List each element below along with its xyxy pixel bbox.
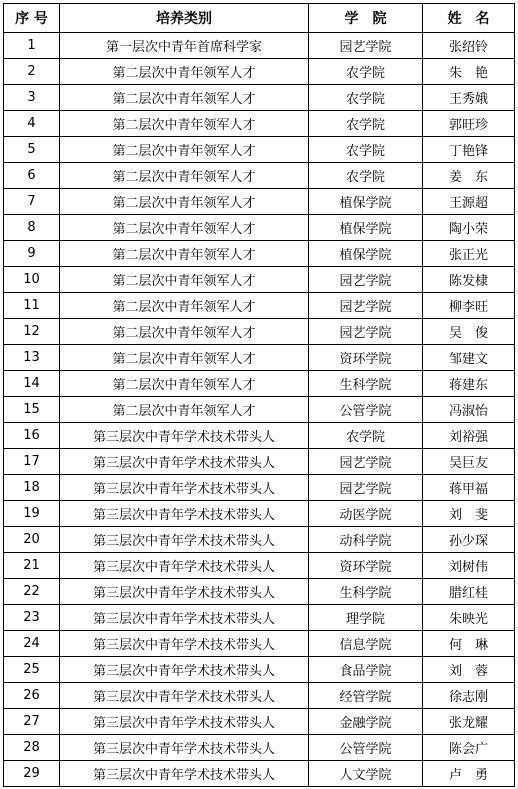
cell-college: 植保学院: [309, 241, 423, 267]
cell-name: 朱映光: [423, 605, 515, 631]
cell-index: 28: [4, 735, 60, 761]
cell-college: 农学院: [309, 137, 423, 163]
cell-category: 第二层次中青年领军人才: [60, 137, 309, 163]
cell-index: 26: [4, 683, 60, 709]
cell-college: 农学院: [309, 85, 423, 111]
cell-college: 资环学院: [309, 345, 423, 371]
table-row: [4, 527, 515, 553]
cell-category: 第一层次中青年首席科学家: [60, 33, 309, 59]
table-row: [4, 631, 515, 657]
cell-index: 17: [4, 449, 60, 475]
cell-index: 18: [4, 475, 60, 501]
cell-name: 吴 俊: [423, 319, 515, 345]
cell-category: 第三层次中青年学术技术带头人: [60, 449, 309, 475]
cell-category: 第三层次中青年学术技术带头人: [60, 527, 309, 553]
cell-category: 第三层次中青年学术技术带头人: [60, 423, 309, 449]
cell-college: 园艺学院: [309, 33, 423, 59]
cell-name: 郭旺珍: [423, 111, 515, 137]
cell-college: 园艺学院: [309, 319, 423, 345]
cell-category: 第三层次中青年学术技术带头人: [60, 761, 309, 787]
cell-category: 第二层次中青年领军人才: [60, 163, 309, 189]
header-row: [4, 4, 515, 33]
cell-name: 刘裕强: [423, 423, 515, 449]
header-category: 培养类别: [60, 4, 309, 33]
table-row: [4, 215, 515, 241]
talent-list: [3, 3, 515, 787]
table-row: [4, 657, 515, 683]
cell-index: 5: [4, 137, 60, 163]
cell-name: 徐志刚: [423, 683, 515, 709]
table-row: [4, 553, 515, 579]
cell-college: 金融学院: [309, 709, 423, 735]
table-row: [4, 371, 515, 397]
cell-name: 王源超: [423, 189, 515, 215]
cell-index: 1: [4, 33, 60, 59]
cell-name: 冯淑怡: [423, 397, 515, 423]
table-row: [4, 241, 515, 267]
cell-name: 蒋甲福: [423, 475, 515, 501]
table-row: [4, 163, 515, 189]
cell-category: 第二层次中青年领军人才: [60, 371, 309, 397]
table-row: [4, 579, 515, 605]
cell-name: 姜 东: [423, 163, 515, 189]
cell-name: 吴巨友: [423, 449, 515, 475]
cell-index: 12: [4, 319, 60, 345]
cell-name: 刘 斐: [423, 501, 515, 527]
table-row: [4, 735, 515, 761]
cell-category: 第二层次中青年领军人才: [60, 345, 309, 371]
cell-name: 刘树伟: [423, 553, 515, 579]
cell-name: 陶小荣: [423, 215, 515, 241]
cell-college: 资环学院: [309, 553, 423, 579]
table-row: [4, 605, 515, 631]
cell-index: 6: [4, 163, 60, 189]
cell-name: 丁艳锋: [423, 137, 515, 163]
cell-name: 卢 勇: [423, 761, 515, 787]
cell-index: 4: [4, 111, 60, 137]
cell-category: 第二层次中青年领军人才: [60, 59, 309, 85]
cell-college: 农学院: [309, 111, 423, 137]
cell-name: 何 琳: [423, 631, 515, 657]
cell-college: 园艺学院: [309, 267, 423, 293]
table-row: [4, 189, 515, 215]
cell-index: 20: [4, 527, 60, 553]
cell-college: 人文学院: [309, 761, 423, 787]
table-body: [4, 33, 515, 787]
cell-college: 动医学院: [309, 501, 423, 527]
table-row: [4, 449, 515, 475]
cell-college: 园艺学院: [309, 475, 423, 501]
cell-category: 第三层次中青年学术技术带头人: [60, 709, 309, 735]
cell-category: 第三层次中青年学术技术带头人: [60, 683, 309, 709]
cell-college: 农学院: [309, 163, 423, 189]
header-index: 序 号: [4, 4, 60, 33]
cell-index: 16: [4, 423, 60, 449]
table-row: [4, 111, 515, 137]
cell-name: 王秀娥: [423, 85, 515, 111]
table-row: [4, 345, 515, 371]
cell-index: 14: [4, 371, 60, 397]
cell-category: 第三层次中青年学术技术带头人: [60, 579, 309, 605]
cell-category: 第二层次中青年领军人才: [60, 111, 309, 137]
table-row: [4, 137, 515, 163]
cell-college: 食品学院: [309, 657, 423, 683]
cell-category: 第二层次中青年领军人才: [60, 215, 309, 241]
cell-college: 动科学院: [309, 527, 423, 553]
cell-college: 农学院: [309, 423, 423, 449]
cell-college: 植保学院: [309, 215, 423, 241]
table-row: [4, 501, 515, 527]
cell-category: 第二层次中青年领军人才: [60, 85, 309, 111]
cell-name: 张龙耀: [423, 709, 515, 735]
cell-category: 第三层次中青年学术技术带头人: [60, 605, 309, 631]
cell-index: 8: [4, 215, 60, 241]
table-row: [4, 397, 515, 423]
cell-college: 生科学院: [309, 579, 423, 605]
cell-category: 第三层次中青年学术技术带头人: [60, 631, 309, 657]
cell-category: 第三层次中青年学术技术带头人: [60, 553, 309, 579]
cell-category: 第二层次中青年领军人才: [60, 293, 309, 319]
table-row: [4, 683, 515, 709]
cell-college: 理学院: [309, 605, 423, 631]
cell-name: 柳李旺: [423, 293, 515, 319]
cell-category: 第三层次中青年学术技术带头人: [60, 735, 309, 761]
cell-category: 第二层次中青年领军人才: [60, 319, 309, 345]
table-row: [4, 59, 515, 85]
cell-index: 24: [4, 631, 60, 657]
cell-index: 19: [4, 501, 60, 527]
cell-category: 第三层次中青年学术技术带头人: [60, 475, 309, 501]
cell-name: 蒋建东: [423, 371, 515, 397]
cell-college: 公管学院: [309, 397, 423, 423]
cell-name: 孙少琛: [423, 527, 515, 553]
table-row: [4, 475, 515, 501]
table-row: [4, 709, 515, 735]
table-row: [4, 319, 515, 345]
table-row: [4, 85, 515, 111]
table-row: [4, 423, 515, 449]
header-name: 姓 名: [423, 4, 515, 33]
cell-name: 陈发棣: [423, 267, 515, 293]
cell-index: 13: [4, 345, 60, 371]
cell-category: 第二层次中青年领军人才: [60, 189, 309, 215]
cell-index: 15: [4, 397, 60, 423]
cell-college: 信息学院: [309, 631, 423, 657]
cell-category: 第二层次中青年领军人才: [60, 241, 309, 267]
cell-index: 10: [4, 267, 60, 293]
cell-index: 9: [4, 241, 60, 267]
cell-name: 张正光: [423, 241, 515, 267]
table-row: [4, 267, 515, 293]
cell-name: 朱 艳: [423, 59, 515, 85]
cell-category: 第三层次中青年学术技术带头人: [60, 501, 309, 527]
cell-college: 生科学院: [309, 371, 423, 397]
cell-index: 7: [4, 189, 60, 215]
cell-college: 农学院: [309, 59, 423, 85]
cell-college: 经管学院: [309, 683, 423, 709]
cell-index: 2: [4, 59, 60, 85]
cell-name: 陈会广: [423, 735, 515, 761]
cell-college: 园艺学院: [309, 449, 423, 475]
table-row: [4, 33, 515, 59]
talent-table: [3, 3, 515, 787]
cell-index: 22: [4, 579, 60, 605]
header-college: 学 院: [309, 4, 423, 33]
cell-name: 腊红桂: [423, 579, 515, 605]
cell-category: 第二层次中青年领军人才: [60, 267, 309, 293]
table-row: [4, 761, 515, 787]
cell-college: 植保学院: [309, 189, 423, 215]
cell-name: 张绍铃: [423, 33, 515, 59]
cell-index: 3: [4, 85, 60, 111]
cell-name: 邹建文: [423, 345, 515, 371]
cell-index: 11: [4, 293, 60, 319]
table-row: [4, 293, 515, 319]
cell-index: 21: [4, 553, 60, 579]
cell-index: 25: [4, 657, 60, 683]
cell-category: 第三层次中青年学术技术带头人: [60, 657, 309, 683]
cell-college: 园艺学院: [309, 293, 423, 319]
cell-index: 29: [4, 761, 60, 787]
cell-college: 公管学院: [309, 735, 423, 761]
cell-category: 第二层次中青年领军人才: [60, 397, 309, 423]
cell-index: 23: [4, 605, 60, 631]
cell-index: 27: [4, 709, 60, 735]
cell-name: 刘 蓉: [423, 657, 515, 683]
